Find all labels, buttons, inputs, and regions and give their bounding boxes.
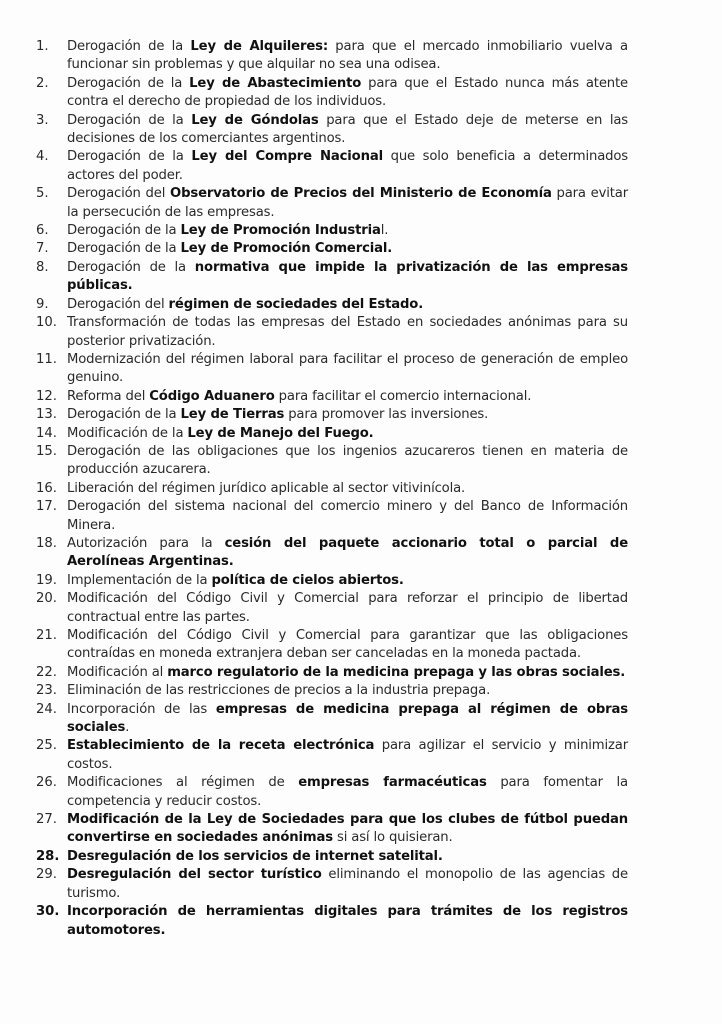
list-item bbox=[36, 425, 628, 443]
item-text bbox=[67, 627, 628, 664]
text-segment: Derogación de la bbox=[67, 75, 190, 91]
text-segment: para fomentar la competencia y reducir costos. bbox=[67, 775, 628, 809]
item-text bbox=[67, 535, 628, 572]
item-text bbox=[67, 866, 628, 903]
bold-text-segment: Modificación de la Ley de Sociedades para que los clubes de fútbol puedan convertirse en sociedades anónimas bbox=[67, 812, 628, 846]
text-segment: Eliminación de las restricciones de precios a la industria prepaga. bbox=[67, 683, 491, 699]
text-segment: Derogación de la bbox=[67, 407, 181, 423]
text-segment: . bbox=[125, 720, 130, 736]
text-segment: para agilizar el servicio y minimizar costos. bbox=[67, 738, 628, 772]
item-text bbox=[67, 259, 628, 296]
text-segment: Modificación de la bbox=[67, 425, 188, 441]
list-item bbox=[36, 185, 628, 222]
item-number: 2. bbox=[36, 75, 49, 91]
text-segment: para evitar la persecución de las empresas. bbox=[67, 186, 629, 220]
bold-text-segment: Establecimiento de la receta electrónica bbox=[67, 738, 375, 754]
bold-text-segment: normativa que impide la privatización de las empresas públicas. bbox=[67, 259, 628, 294]
bold-text-segment: política de cielos abiertos. bbox=[211, 572, 404, 588]
text-segment: Derogación de la bbox=[67, 223, 181, 239]
item-number: 12. bbox=[36, 388, 57, 404]
item-text bbox=[67, 222, 628, 240]
item-number: 27. bbox=[36, 812, 57, 828]
bold-text-segment: empresas de medicina prepaga al régimen de obras sociales bbox=[67, 701, 628, 736]
item-text bbox=[67, 848, 628, 866]
bold-text-segment: marco regulatorio de la medicina prepaga y las obras sociales. bbox=[167, 664, 626, 680]
text-segment: Derogación del sistema nacional del comercio minero y del Banco de Información Minera. bbox=[67, 499, 628, 533]
item-text bbox=[67, 682, 628, 700]
list-item bbox=[36, 38, 628, 75]
item-number: 6. bbox=[36, 223, 49, 239]
item-number: 4. bbox=[36, 149, 49, 165]
text-segment: si así lo quisieran. bbox=[332, 830, 453, 846]
list-item bbox=[36, 148, 628, 185]
text-segment: Derogación de las obligaciones que los ingenios azucareros tienen en materia de producción azucarera. bbox=[67, 443, 628, 478]
list-item bbox=[36, 112, 628, 149]
item-number: 23. bbox=[36, 683, 57, 699]
item-number: 1. bbox=[36, 39, 49, 54]
text-segment: para que el Estado deje de meterse en las decisiones de los comerciantes argentinos. bbox=[67, 112, 628, 147]
list-item bbox=[36, 774, 628, 811]
item-text bbox=[67, 498, 628, 535]
bold-text-segment: régimen de sociedades del Estado. bbox=[168, 296, 424, 312]
item-number: 10. bbox=[36, 315, 57, 331]
item-number: 13. bbox=[36, 407, 57, 423]
bold-text-segment: Observatorio de Precios del Ministerio de Economía bbox=[170, 186, 552, 202]
list-item bbox=[36, 443, 628, 480]
text-segment: Modificación del Código Civil y Comercial para garantizar que las obligaciones contraídas en moneda extranjera deban ser canceladas en la moneda pactada. bbox=[67, 628, 628, 662]
item-text bbox=[67, 314, 628, 351]
text-segment: Modernización del régimen laboral para facilitar el proceso de generación de empleo genuino. bbox=[67, 351, 628, 386]
item-text bbox=[67, 572, 628, 590]
bold-text-segment: Incorporación de herramientas digitales para trámites de los registros automotores. bbox=[67, 904, 628, 938]
list-item bbox=[36, 351, 628, 388]
item-text bbox=[67, 351, 628, 388]
item-number: 3. bbox=[36, 112, 49, 128]
item-number: 14. bbox=[36, 425, 57, 441]
list-item bbox=[36, 737, 628, 774]
item-number: 18. bbox=[36, 535, 57, 551]
text-segment: l. bbox=[380, 223, 389, 239]
bold-text-segment: Ley de Promoción Industria bbox=[180, 223, 381, 239]
item-number: 24. bbox=[36, 701, 57, 717]
list-item bbox=[36, 664, 628, 682]
item-text bbox=[67, 480, 628, 498]
item-number: 16. bbox=[36, 480, 57, 496]
text-segment: Modificación del Código Civil y Comercial para reforzar el principio de libertad contractual entre las partes. bbox=[67, 591, 628, 625]
item-number: 28. bbox=[36, 848, 60, 864]
text-segment: para que el mercado inmobiliario vuelva a funcionar sin problemas y que alquilar no sea una odisea. bbox=[67, 39, 628, 73]
bold-text-segment: Ley de Abastecimiento bbox=[189, 75, 362, 91]
list-item bbox=[36, 848, 628, 866]
text-segment: Derogación del bbox=[67, 296, 169, 312]
list-item bbox=[36, 388, 628, 406]
item-text bbox=[67, 148, 628, 185]
item-number: 15. bbox=[36, 443, 57, 459]
item-text bbox=[67, 443, 628, 480]
item-text bbox=[67, 388, 628, 406]
item-text bbox=[67, 903, 628, 940]
text-segment: Derogación de la bbox=[67, 259, 195, 275]
list-item bbox=[36, 314, 628, 351]
text-segment: Derogación de la bbox=[67, 149, 192, 165]
item-text bbox=[67, 185, 628, 222]
item-text bbox=[67, 38, 628, 75]
item-text bbox=[67, 112, 628, 149]
list-item bbox=[36, 701, 628, 738]
list-item bbox=[36, 535, 628, 572]
item-text bbox=[67, 737, 628, 774]
item-number: 11. bbox=[36, 351, 57, 367]
item-number: 25. bbox=[36, 738, 57, 754]
list-item bbox=[36, 240, 628, 258]
item-text bbox=[67, 590, 628, 627]
list-item bbox=[36, 572, 628, 590]
list-item bbox=[36, 866, 628, 903]
text-segment: que solo beneficia a determinados actores del poder. bbox=[67, 149, 628, 183]
text-segment: Transformación de todas las empresas del Estado en sociedades anónimas para su posterior privatización. bbox=[67, 315, 628, 349]
bold-text-segment: Ley del Compre Nacional bbox=[191, 149, 383, 165]
item-number: 7. bbox=[36, 241, 49, 257]
list-item bbox=[36, 296, 628, 314]
bold-text-segment: Ley de Manejo del Fuego. bbox=[187, 425, 374, 441]
bold-text-segment: Desregulación del sector turístico bbox=[67, 867, 322, 883]
text-segment: Derogación de la bbox=[67, 241, 181, 257]
list-item bbox=[36, 590, 628, 627]
item-text bbox=[67, 701, 628, 738]
item-number: 21. bbox=[36, 628, 57, 643]
item-number: 8. bbox=[36, 259, 49, 275]
item-number: 17. bbox=[36, 499, 57, 515]
item-number: 26. bbox=[36, 775, 57, 791]
text-segment: Derogación de la bbox=[67, 112, 192, 128]
text-segment: para promover las inversiones. bbox=[284, 407, 489, 423]
bold-text-segment: Desregulación de los servicios de internet satelital. bbox=[67, 848, 443, 864]
item-text bbox=[67, 296, 628, 314]
list-item bbox=[36, 406, 628, 424]
text-segment: Reforma del bbox=[67, 388, 150, 404]
item-number: 20. bbox=[36, 591, 57, 607]
item-number: 22. bbox=[36, 664, 57, 680]
list-item bbox=[36, 682, 628, 700]
item-text bbox=[67, 811, 628, 848]
text-segment: para facilitar el comercio internacional. bbox=[274, 388, 532, 404]
text-segment: Modificaciones al régimen de bbox=[67, 775, 299, 791]
bold-text-segment: Ley de Alquileres: bbox=[190, 39, 328, 54]
text-segment: Liberación del régimen jurídico aplicable al sector vitivinícola. bbox=[67, 480, 466, 496]
numbered-list bbox=[36, 38, 628, 940]
item-number: 9. bbox=[36, 296, 49, 312]
list-item bbox=[36, 811, 628, 848]
list-item bbox=[36, 903, 628, 940]
item-text bbox=[67, 774, 628, 811]
list-item bbox=[36, 222, 628, 240]
list-item bbox=[36, 498, 628, 535]
text-segment: Implementación de la bbox=[67, 572, 212, 588]
item-number: 29. bbox=[36, 867, 57, 883]
item-text bbox=[67, 425, 628, 443]
text-segment: eliminando el monopolio de las agencias de turismo. bbox=[67, 867, 628, 901]
bold-text-segment: cesión del paquete accionario total o parcial de Aerolíneas Argentinas. bbox=[67, 535, 628, 570]
text-segment: Autorización para la bbox=[67, 535, 225, 551]
text-segment: Incorporación de las bbox=[67, 701, 216, 717]
item-number: 19. bbox=[36, 572, 57, 588]
item-text bbox=[67, 240, 628, 258]
item-number: 30. bbox=[36, 904, 60, 920]
text-segment: para que el Estado nunca más atente contra el derecho de propiedad de los individuos. bbox=[67, 75, 628, 110]
list-item bbox=[36, 75, 628, 112]
item-number: 5. bbox=[36, 186, 49, 202]
bold-text-segment: empresas farmacéuticas bbox=[298, 775, 487, 791]
item-text bbox=[67, 406, 628, 424]
item-text bbox=[67, 664, 628, 682]
text-segment: Derogación del bbox=[67, 186, 171, 202]
bold-text-segment: Ley de Tierras bbox=[180, 407, 285, 423]
bold-text-segment: Ley de Góndolas bbox=[191, 112, 319, 128]
text-segment: Modificación al bbox=[67, 664, 168, 680]
item-text bbox=[67, 75, 628, 112]
list-item bbox=[36, 627, 628, 664]
text-segment: Derogación de la bbox=[67, 39, 191, 54]
list-item bbox=[36, 259, 628, 296]
bold-text-segment: Código Aduanero bbox=[149, 388, 275, 404]
list-item bbox=[36, 480, 628, 498]
bold-text-segment: Ley de Promoción Comercial. bbox=[180, 241, 393, 257]
